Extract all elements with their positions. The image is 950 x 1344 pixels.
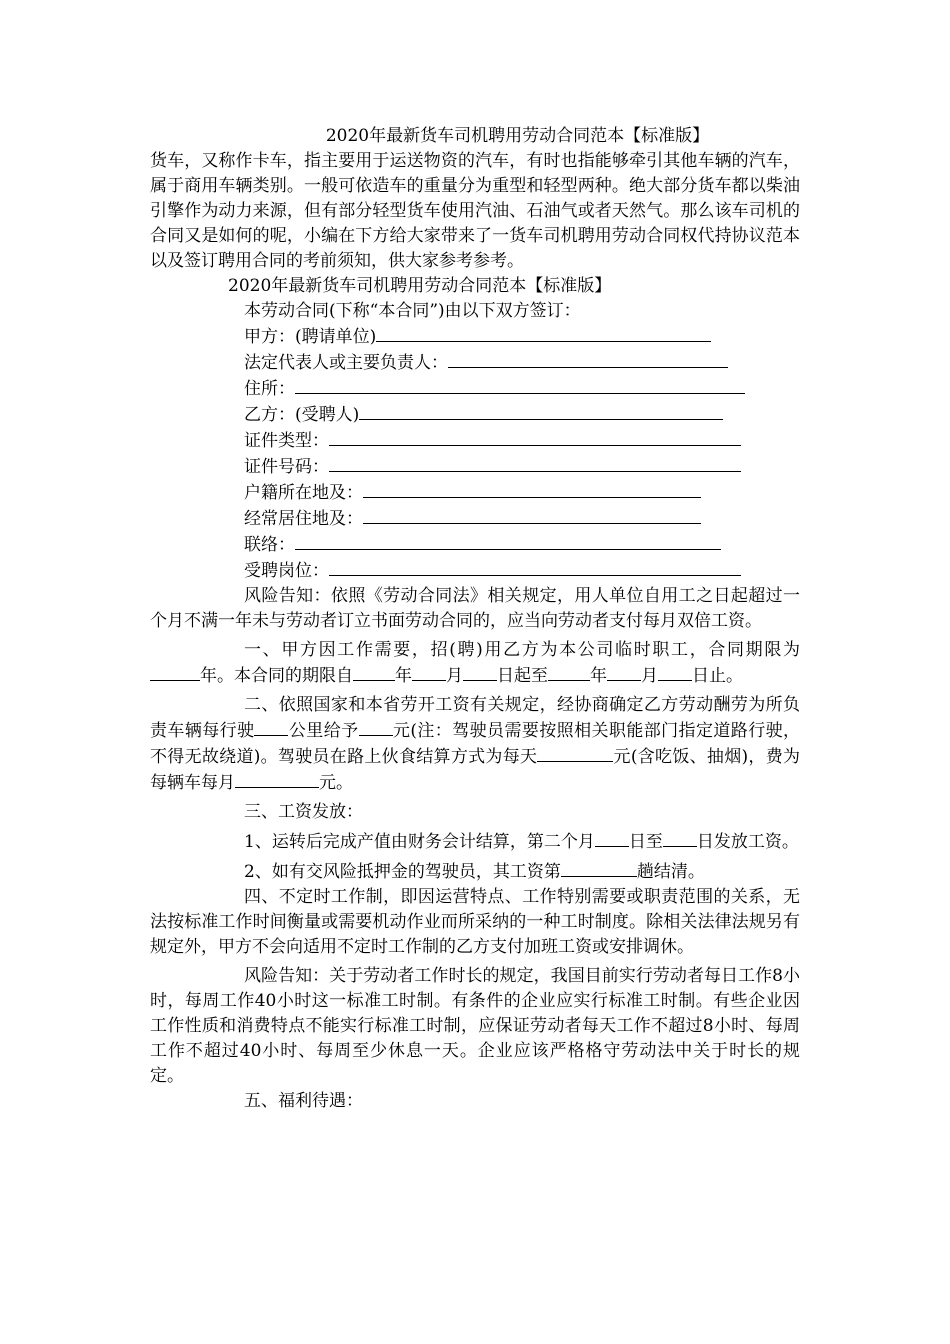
blank-line [359,718,393,736]
field-label: 受聘岗位： [244,561,329,581]
blank-line [663,829,697,847]
clause-5: 五、福利待遇： [244,1091,363,1111]
blank-line [376,324,711,342]
blank-line [150,663,200,681]
field-id-number [244,454,800,480]
clause-1 [150,638,800,689]
blank-line [254,718,288,736]
field-id-type [244,428,800,454]
clause-text: 月 [641,666,658,686]
clause-text: 一、甲方因工作需要，招(聘)用乙方为本公司临时职工，合同期限为 [244,640,800,660]
blank-line [329,428,741,446]
blank-line [595,829,629,847]
clause-text: 年 [395,666,412,686]
blank-line [235,770,319,788]
clause-text: 二、依照国家和本省劳开工资有关规定，经协商确定乙方劳动酬劳为所负责车辆每行驶 [150,695,800,741]
blank-line [537,744,613,762]
document-body [150,124,800,1114]
field-address [244,376,800,402]
clause-3-1 [150,829,800,855]
intro-paragraph: 货车，又称作卡车，指主要用于运送物资的汽车，有时也指能够牵引其他车辆的汽车，属于商用车辆类别。一般可依造车的重量分为重型和轻型两种。绝大部分货车都以柴油引擎作为动力来源，但有部分轻型货车使用汽油、石油气或者天然气。那么该车司机的合同又是如何的呢，小编在下方给大家带来了一货车司机聘用劳动合同权代持协议范本以及签订聘用合同的考前须知，供大家参考参考。 [150,151,800,271]
field-label: 乙方：(受聘人) [244,405,360,425]
field-contact [244,532,800,558]
clause-text: 2、如有交风险抵押金的驾驶员，其工资第 [244,862,561,882]
clause-text: 公里给予 [288,721,359,741]
blank-line [329,558,741,576]
clause-text: 元(含吃饭、抽烟)，费为每辆车每月 [150,747,800,793]
clause-text: 年 [590,666,607,686]
field-party-b [244,402,800,428]
clause-text: 日发放工资。 [696,832,799,852]
blank-line [363,480,701,498]
field-label: 证件类型： [244,431,329,451]
field-household [244,480,800,506]
clause-2 [150,693,800,796]
clause-text: 元(注：驾驶员需要按照相关职能部门指定道路行驶，不得无故绕道)。驾驶员在路上伙食结算方式为每天 [150,721,801,767]
clause-text: 1、运转后完成产值由财务会计结算，第二个月 [244,832,595,852]
clause-text: 年。本合同的期限自 [200,666,353,686]
blank-line [561,859,637,877]
blank-line [412,663,446,681]
field-label: 法定代表人或主要负责人： [244,353,448,373]
blank-line [548,663,590,681]
document-title: 2020年最新货车司机聘用劳动合同范本【标准版】 [325,126,710,146]
field-residence [244,506,800,532]
clause-text: 趟结清。 [636,862,705,882]
blank-line [329,454,741,472]
field-legal-rep [244,350,800,376]
field-label: 住所： [244,379,295,399]
clause-text: 月 [446,666,463,686]
field-label: 证件号码： [244,457,329,477]
clause-text: 日起至 [497,666,548,686]
field-position [244,558,800,584]
blank-line [658,663,692,681]
clause-text: 元。 [319,773,353,793]
field-label: 甲方：(聘请单位) [244,327,377,347]
clause-text: 日至 [628,832,663,852]
field-label: 联络： [244,535,295,555]
contract-subtitle: 2020年最新货车司机聘用劳动合同范本【标准版】 [228,276,612,296]
clause-3: 三、工资发放： [244,802,363,822]
blank-line [295,376,745,394]
blank-line [295,532,721,550]
risk-notice-1: 风险告知：依照《劳动合同法》相关规定，用人单位自用工之日起超过一个月不满一年未与劳动者订立书面劳动合同的，应当向劳动者支付每月双倍工资。 [150,586,800,631]
field-label: 经常居住地及： [244,509,363,529]
preamble: 本劳动合同(下称“本合同”)由以下双方签订： [244,301,581,321]
clause-text: 日止。 [692,666,743,686]
clause-3-2 [150,859,800,885]
blank-line [463,663,497,681]
blank-line [448,350,728,368]
blank-line [359,402,723,420]
clause-4: 四、不定时工作制，即因运营特点、工作特别需要或职责范围的关系，无法按标准工作时间衡量或需要机动作业而所采纳的一种工时制度。除相关法律法规另有规定外，甲方不会向适用不定时工作制的乙方支付加班工资或安排调休。 [150,887,800,957]
blank-line [353,663,395,681]
field-party-a [244,324,800,350]
field-label: 户籍所在地及： [244,483,363,503]
blank-line [607,663,641,681]
blank-line [363,506,701,524]
risk-notice-2: 风险告知：关于劳动者工作时长的规定，我国目前实行劳动者每日工作8小时，每周工作40小时这一标准工时制。有条件的企业应实行标准工时制。有些企业因工作性质和消费特点不能实行标准工时制，应保证劳动者每天工作不超过8小时、每周工作不超过40小时、每周至少休息一天。企业应该严格格守劳动法中关于时长的规定。 [150,966,800,1086]
